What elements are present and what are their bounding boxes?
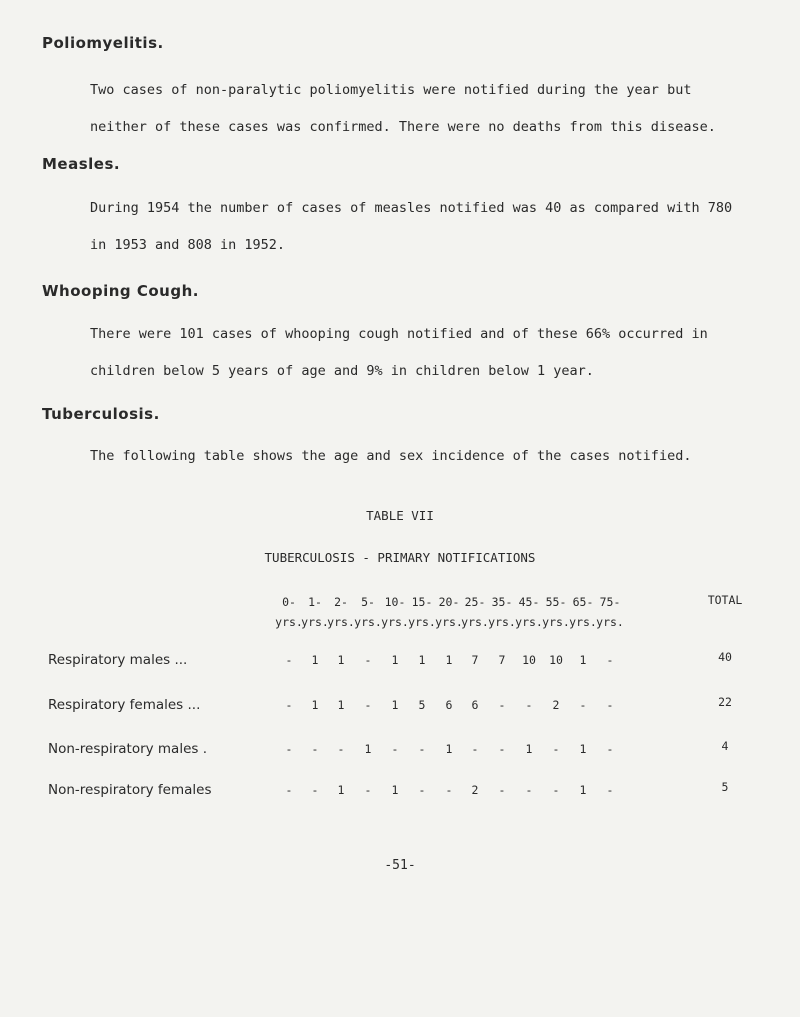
table-row-label: Respiratory females ... xyxy=(48,697,201,713)
column-unit-label: yrs. xyxy=(381,615,409,629)
table-cell: - xyxy=(606,653,614,667)
table-total-cell: 5 xyxy=(721,780,729,794)
column-age-label: 15- xyxy=(411,595,433,609)
column-unit-label: yrs. xyxy=(435,615,463,629)
table-cell: - xyxy=(552,783,560,797)
table-total-header: TOTAL xyxy=(707,593,743,607)
table-cell: - xyxy=(471,742,479,756)
table-cell: 1 xyxy=(337,698,345,712)
table-cell: 1 xyxy=(525,742,533,756)
table-cell: 6 xyxy=(471,698,479,712)
table-cell: - xyxy=(364,783,372,797)
para-measles-text: During 1954 the number of cases of measles notified was 40 as compared with 780 in 1953 and 808 in 1952. xyxy=(90,200,733,253)
table-cell: 1 xyxy=(337,783,345,797)
table-cell: - xyxy=(311,783,319,797)
table-cell: 2 xyxy=(471,783,479,797)
table-title: TUBERCULOSIS - PRIMARY NOTIFICATIONS xyxy=(264,550,536,565)
table-cell: - xyxy=(285,698,293,712)
table-cell: 1 xyxy=(579,653,587,667)
table-cell: - xyxy=(337,742,345,756)
table-cell: - xyxy=(418,742,426,756)
table-cell: 1 xyxy=(391,653,399,667)
table-cell: - xyxy=(525,698,533,712)
table-cell: - xyxy=(498,783,506,797)
table-cell: 10 xyxy=(549,653,563,667)
table-total-cell: 4 xyxy=(721,739,729,753)
table-cell: 1 xyxy=(445,653,453,667)
column-age-label: 35- xyxy=(491,595,513,609)
table-cell: 1 xyxy=(311,698,319,712)
table-cell: - xyxy=(498,698,506,712)
column-unit-label: yrs. xyxy=(569,615,597,629)
column-unit-label: yrs. xyxy=(408,615,436,629)
table-cell: 7 xyxy=(498,653,506,667)
table-cell: - xyxy=(285,653,293,667)
table-cell: 1 xyxy=(579,783,587,797)
column-unit-label: yrs. xyxy=(301,615,329,629)
para-whooping-cough xyxy=(42,316,752,390)
table-cell: - xyxy=(606,783,614,797)
table-total-cell: 40 xyxy=(718,650,732,664)
column-unit-label: yrs. xyxy=(354,615,382,629)
column-age-label: 75- xyxy=(599,595,621,609)
table-cell: - xyxy=(606,742,614,756)
table-cell: 1 xyxy=(391,783,399,797)
column-age-label: 2- xyxy=(334,595,348,609)
table-cell: 1 xyxy=(445,742,453,756)
column-age-label: 0- xyxy=(282,595,296,609)
column-unit-label: yrs. xyxy=(327,615,355,629)
column-age-label: 45- xyxy=(518,595,540,609)
table-cell: - xyxy=(552,742,560,756)
table-cell: 1 xyxy=(337,653,345,667)
heading-measles: Measles. xyxy=(42,155,121,173)
table-cell: 1 xyxy=(311,653,319,667)
column-unit-label: yrs. xyxy=(542,615,570,629)
table-cell: - xyxy=(579,698,587,712)
para-measles xyxy=(42,190,752,264)
column-unit-label: yrs. xyxy=(275,615,303,629)
para-poliomyelitis-text: Two cases of non-paralytic poliomyelitis were notified during the year but neither of these cases was confirmed. There were no deaths from this disease. xyxy=(90,82,716,135)
table-row-label: Respiratory males ... xyxy=(48,652,188,668)
table-cell: 10 xyxy=(522,653,536,667)
table-row-label: Non-respiratory females xyxy=(48,782,212,798)
table-cell: 1 xyxy=(579,742,587,756)
column-age-label: 25- xyxy=(464,595,486,609)
column-age-label: 65- xyxy=(572,595,594,609)
para-poliomyelitis xyxy=(42,72,752,146)
table-cell: - xyxy=(418,783,426,797)
table-caption: TABLE VII xyxy=(366,508,434,523)
table-cell: 1 xyxy=(391,698,399,712)
table-cell: 7 xyxy=(471,653,479,667)
heading-tuberculosis: Tuberculosis. xyxy=(42,405,160,423)
table-cell: 5 xyxy=(418,698,426,712)
table-cell: 2 xyxy=(552,698,560,712)
column-unit-label: yrs. xyxy=(515,615,543,629)
table-row-label: Non-respiratory males . xyxy=(48,741,208,757)
table-cell: - xyxy=(445,783,453,797)
column-age-label: 1- xyxy=(308,595,322,609)
table-cell: - xyxy=(606,698,614,712)
table-cell: - xyxy=(498,742,506,756)
table-column-header xyxy=(592,592,628,632)
table-cell: - xyxy=(311,742,319,756)
table-cell: - xyxy=(391,742,399,756)
table-cell: 1 xyxy=(418,653,426,667)
table-cell: 6 xyxy=(445,698,453,712)
table-cell: - xyxy=(285,742,293,756)
table-cell: 1 xyxy=(364,742,372,756)
column-unit-label: yrs. xyxy=(488,615,516,629)
table-cell: - xyxy=(285,783,293,797)
column-age-label: 55- xyxy=(545,595,567,609)
table-cell: - xyxy=(364,653,372,667)
column-unit-label: yrs. xyxy=(596,615,624,629)
page-number: -51- xyxy=(384,858,416,873)
column-age-label: 20- xyxy=(438,595,460,609)
column-age-label: 5- xyxy=(361,595,375,609)
para-tuberculosis xyxy=(42,438,752,475)
table-total-cell: 22 xyxy=(718,695,732,709)
table-cell: - xyxy=(364,698,372,712)
heading-poliomyelitis: Poliomyelitis. xyxy=(42,34,164,52)
heading-whooping-cough: Whooping Cough. xyxy=(42,282,199,300)
table-cell: - xyxy=(525,783,533,797)
para-whooping-cough-text: There were 101 cases of whooping cough notified and of these 66% occurred in children below 5 years of age and 9% in children below 1 year. xyxy=(90,326,708,379)
column-unit-label: yrs. xyxy=(461,615,489,629)
para-tuberculosis-text: The following table shows the age and sex incidence of the cases notified. xyxy=(90,448,692,464)
column-age-label: 10- xyxy=(384,595,406,609)
